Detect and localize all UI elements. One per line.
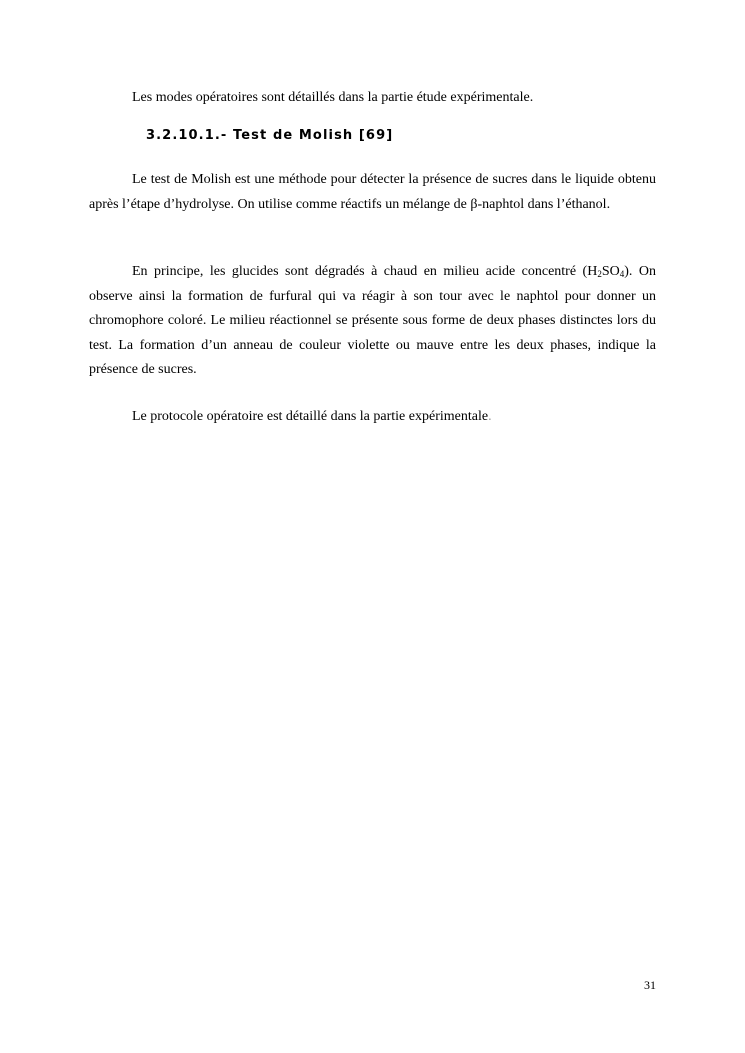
- principe-text-before: En principe, les glucides sont dégradés à chaud en milieu acide concentré (: [132, 264, 588, 279]
- protocole-end-mark: .: [488, 409, 492, 424]
- formula-h: H: [587, 264, 598, 279]
- molish-paragraph: Le test de Molish est une méthode pour détecter la présence de sucres dans le liquide obtenu après l’étape d’hydrolyse. On utilise comme réactifs un mélange de β-naphtol dans l’éthanol.: [89, 172, 656, 212]
- principe-text-after: ). On observe ainsi la formation de furfural qui va réagir à son tour avec le naphtol pour donner un chromophore coloré. Le milieu réactionnel se présente sous forme de deux phases distinctes lors du test. La formation d’un anneau de couleur violette ou mauve entre les deux phases, indique la présence de sucres.: [89, 264, 656, 377]
- formula-h-subscript: 2: [597, 269, 602, 279]
- document-page: [89, 0, 656, 1053]
- intro-paragraph: Les modes opératoires sont détaillés dans la partie étude expérimentale.: [132, 90, 534, 105]
- formula-so: SO: [601, 264, 620, 279]
- principe-paragraph: [89, 260, 656, 383]
- formula-so-subscript: 4: [619, 269, 625, 279]
- protocole-text: Le protocole opératoire est détaillé dans la partie expérimentale: [132, 409, 489, 424]
- page-number: 31: [644, 978, 656, 992]
- section-heading: 3.2.10.1.- Test de Molish [69]: [146, 128, 394, 143]
- protocole-paragraph: [89, 405, 656, 430]
